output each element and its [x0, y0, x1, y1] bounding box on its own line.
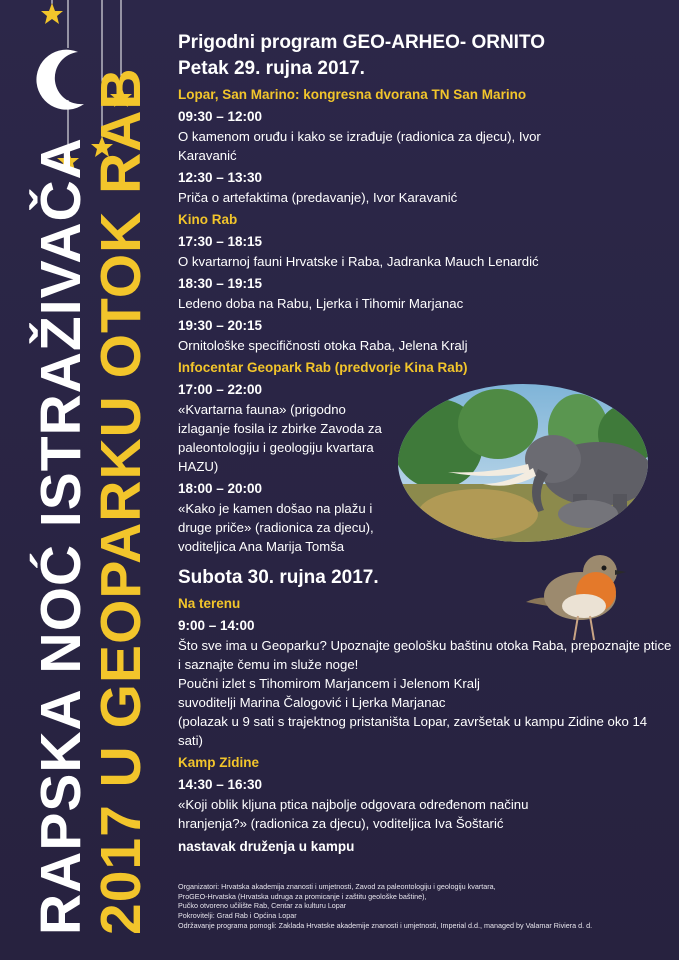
footer-line: Održavanje programa pomogli: Zaklada Hrvatske akademije znanosti i umjetnosti, Imperial d.d., managed by Valamar Riviera d. d. [178, 920, 593, 930]
event-time: 18:30 – 19:15 [178, 276, 263, 291]
footer-credits [178, 882, 668, 931]
program-title: Prigodni program GEO-ARHEO- ORNITO [178, 32, 545, 53]
venue-heading: Kamp Zidine [178, 755, 260, 770]
event-time: 9:00 – 14:00 [178, 618, 255, 633]
event-description: O kvartarnoj fauni Hrvatske i Raba, Jadranka Mauch Lenardić [178, 254, 539, 269]
day-heading-saturday: Subota 30. rujna 2017. [178, 567, 379, 588]
moon-icon [36, 50, 84, 110]
venue-heading: Kino Rab [178, 212, 238, 227]
event-description: «Kvartarna fauna» (prigodno izlaganje fosila iz zbirke Zavoda za paleontologiju i geologiju kvartara HAZU) [178, 402, 382, 474]
event-description: O kamenom oruđu i kako se izrađuje (radionica za djecu), Ivor Karavanić [178, 129, 541, 163]
event-description: Priča o artefaktima (predavanje), Ivor Karavanić [178, 190, 458, 205]
event-time: 18:00 – 20:00 [178, 481, 263, 496]
vertical-title-yellow: 2017 U GEOPARKU OTOK RAB [89, 67, 153, 935]
event-time: 09:30 – 12:00 [178, 109, 263, 124]
event-time: 17:00 – 22:00 [178, 382, 263, 397]
star-icon [41, 3, 63, 24]
event-description: Što sve ima u Geoparku? Upoznajte geološku baštinu otoka Raba, prepoznajte ptice i saznajte čemu im služe noge! [178, 638, 672, 672]
robin-bird [518, 540, 630, 648]
event-time: 14:30 – 16:30 [178, 777, 263, 792]
event-description: Ornitološke specifičnosti otoka Raba, Jelena Kralj [178, 338, 468, 353]
event-description: Poučni izlet s Tihomirom Marjancem i Jelenom Kralj suvoditelji Marina Čalogović i Ljerka Marjanac [178, 676, 480, 710]
event-description: (polazak u 9 sati s trajektnog pristaništa Lopar, završetak u kampu Zidine oko 14 sati) [178, 714, 648, 748]
event-time: 12:30 – 13:30 [178, 170, 263, 185]
closing-note: nastavak druženja u kampu [178, 839, 355, 854]
footer-line: ProGEO-Hrvatska (Hrvatska udruga za promicanje i zaštitu geološke baštine), [178, 891, 427, 901]
mammoth-photo [398, 384, 648, 542]
event-description: «Kako je kamen došao na plažu i druge priče» (radionica za djecu), voditeljica Ana Marija Tomša [178, 501, 374, 554]
vertical-title-white: RAPSKA NOĆ ISTRAŽIVAČA [29, 137, 93, 935]
venue-heading: Lopar, San Marino: kongresna dvorana TN San Marino [178, 87, 527, 102]
event-description: «Koji oblik kljuna ptica najbolje odgovara određenom načinu hranjenja?» (radionica za djecu), voditeljica Iva Šoštarić [178, 797, 529, 831]
footer-line: Organizatori: Hrvatska akademija znanosti i umjetnosti, Zavod za paleontologiju i geologiju kvartara, [178, 882, 496, 891]
footer-line: Pučko otvoreno učilište Rab, Centar za kulturu Lopar [178, 901, 347, 911]
event-description: Ledeno doba na Rabu, Ljerka i Tihomir Marjanac [178, 296, 464, 311]
venue-heading: Infocentar Geopark Rab (predvorje Kina Rab) [178, 360, 468, 375]
footer-line: Pokrovitelji: Grad Rab i Općina Lopar [178, 911, 297, 921]
day-heading-friday: Petak 29. rujna 2017. [178, 58, 365, 79]
event-time: 19:30 – 20:15 [178, 318, 263, 333]
event-time: 17:30 – 18:15 [178, 234, 263, 249]
venue-heading: Na terenu [178, 596, 241, 611]
